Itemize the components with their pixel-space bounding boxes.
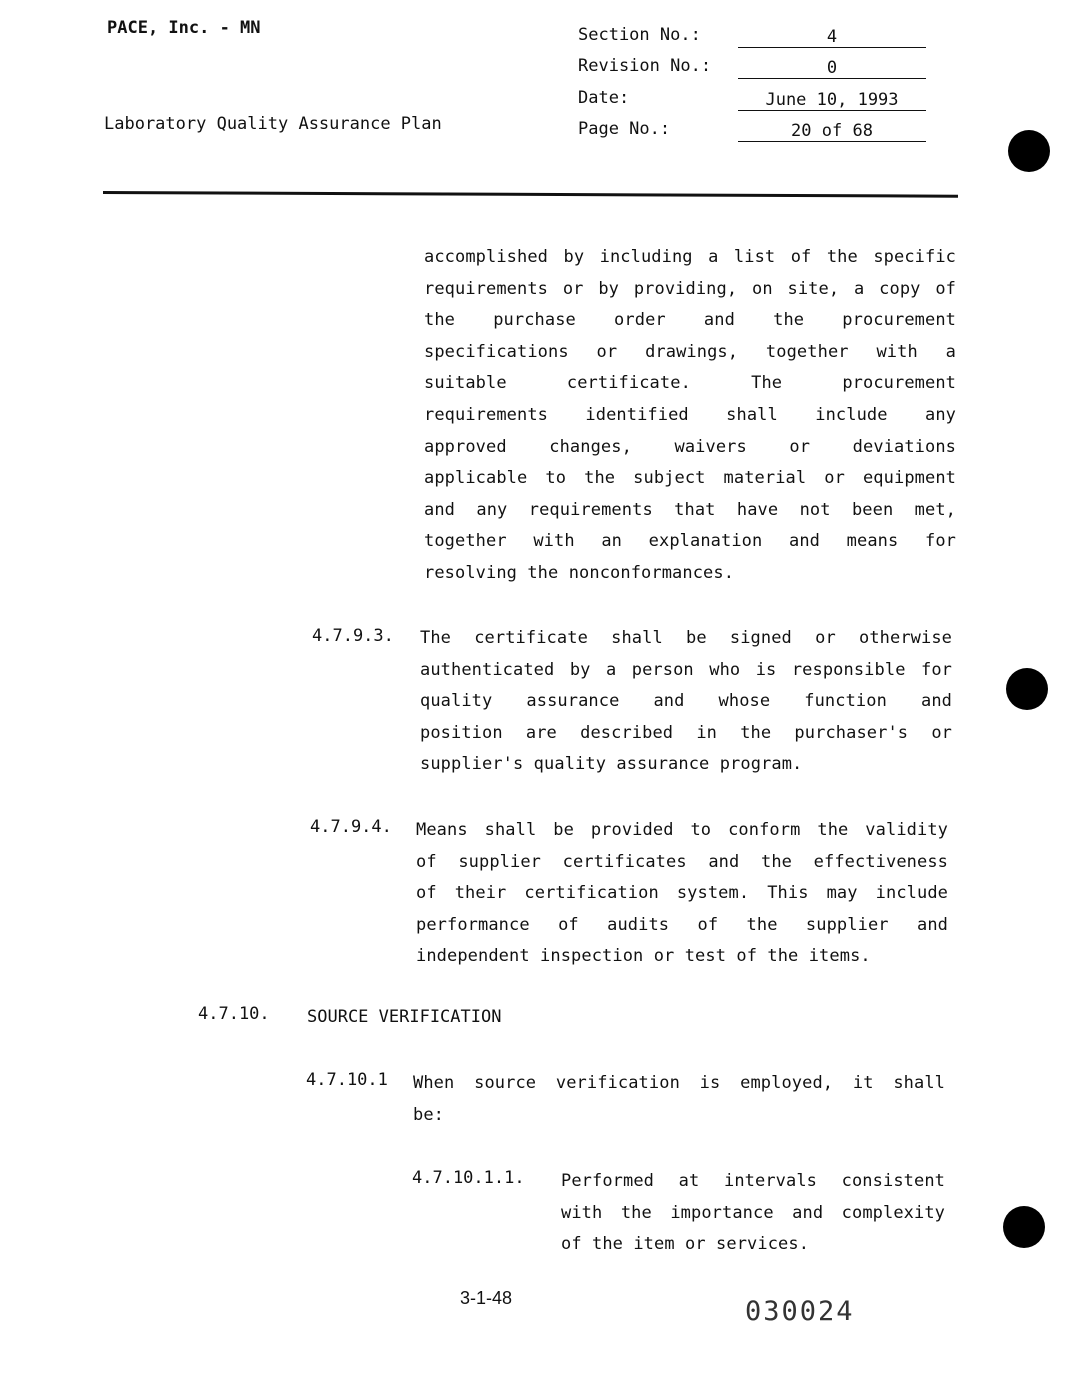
text-line: The certificate shall be signed or otherwise (420, 628, 952, 648)
text-line: accomplished by including a list of the specific (424, 247, 956, 267)
text-line: and any requirements that have not been met, (424, 499, 956, 520)
text-line: authenticated by a person who is responsible for (420, 659, 952, 680)
date-value: June 10, 1993 (738, 90, 926, 111)
punch-hole (1003, 1206, 1045, 1248)
text-line: of supplier certificates and the effectiveness (416, 851, 948, 872)
text-line: approved changes, waivers or deviations (424, 436, 956, 457)
section-4793-paragraph (420, 623, 952, 781)
section-number-471011: 4.7.10.1.1. (412, 1168, 525, 1188)
text-line: of the item or services. (561, 1234, 810, 1255)
punch-hole (1008, 130, 1050, 172)
text-line: of their certification system. This may include (416, 883, 948, 904)
text-line: position are described in the purchaser's or (420, 722, 952, 743)
company-name: PACE, Inc. - MN (107, 18, 261, 38)
section-heading-source-verification: SOURCE VERIFICATION (307, 1007, 502, 1027)
text-line: specifications or drawings, together with a (424, 341, 956, 362)
text-line: resolving the nonconformances. (424, 562, 735, 583)
text-line: requirements identified shall include any (424, 404, 956, 425)
text-line: Means shall be provided to conform the validity (416, 820, 948, 840)
page-no-value: 20 of 68 (738, 121, 926, 142)
section-4794-paragraph (416, 815, 948, 973)
section-47101-paragraph (413, 1068, 945, 1131)
text-line: quality assurance and whose function and (420, 691, 952, 712)
text-line: suitable certificate. The procurement (424, 373, 956, 394)
section-number-4794: 4.7.9.4. (310, 817, 392, 837)
section-number-4793: 4.7.9.3. (312, 626, 394, 646)
text-line: together with an explanation and means for (424, 531, 956, 552)
text-line: requirements or by providing, on site, a copy of (424, 278, 956, 299)
text-line: independent inspection or test of the items. (416, 946, 871, 967)
revision-no-label: Revision No.: (578, 56, 712, 76)
section-no-label: Section No.: (578, 25, 701, 45)
header-divider (103, 191, 958, 198)
text-line: Performed at intervals consistent (561, 1171, 945, 1191)
section-number-47101: 4.7.10.1 (306, 1070, 388, 1090)
continuation-paragraph (424, 242, 956, 590)
text-line: the purchase order and the procurement (424, 310, 956, 331)
text-line: be: (413, 1104, 445, 1125)
revision-no-value: 0 (738, 58, 926, 79)
page-no-label: Page No.: (578, 119, 671, 139)
text-line: supplier's quality assurance program. (420, 754, 803, 775)
plan-title: Laboratory Quality Assurance Plan (104, 114, 442, 134)
section-471011-paragraph (561, 1166, 945, 1261)
text-line: performance of audits of the supplier and (416, 914, 948, 935)
document-stamp-number: 030024 (745, 1296, 855, 1327)
punch-hole (1006, 668, 1048, 710)
section-number-4710: 4.7.10. (198, 1004, 270, 1024)
page-code: 3-1-48 (460, 1288, 513, 1308)
text-line: with the importance and complexity (561, 1202, 945, 1223)
date-label: Date: (578, 88, 630, 108)
section-no-value: 4 (738, 27, 926, 48)
text-line: applicable to the subject material or equipment (424, 468, 956, 489)
text-line: When source verification is employed, it shall (413, 1073, 945, 1093)
